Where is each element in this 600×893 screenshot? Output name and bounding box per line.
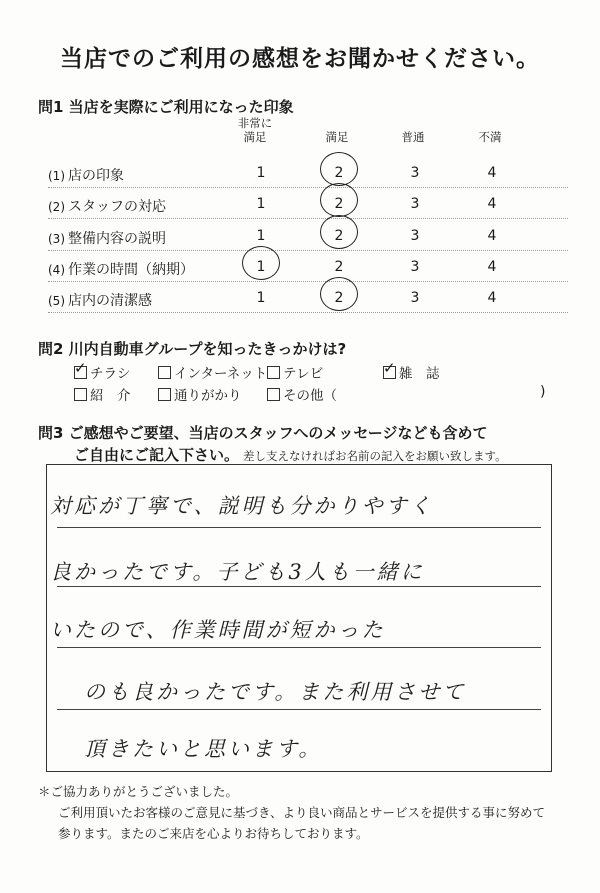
source-option-label: 通りがかり: [174, 388, 242, 404]
rating-option[interactable]: 1: [256, 259, 266, 275]
source-option[interactable]: [267, 362, 323, 382]
rating-row: [48, 189, 568, 219]
rating-row-text: 店の印象: [68, 168, 124, 184]
source-option-label: 雑 誌: [399, 366, 440, 382]
rating-row-number: (1): [48, 169, 65, 183]
selected-circle: [242, 246, 280, 280]
checkbox[interactable]: [74, 388, 87, 401]
rating-row-label: [48, 228, 166, 248]
rating-option[interactable]: 2: [334, 196, 344, 212]
footer-note-line-2: 参ります。またのご来店を心よりお待ちしております。: [58, 826, 369, 841]
question-3-subheading: [74, 444, 507, 465]
writing-line: [57, 586, 541, 587]
row-divider: [48, 281, 568, 282]
rating-option[interactable]: 1: [256, 165, 266, 181]
rating-option[interactable]: 3: [410, 290, 420, 306]
handwritten-line: 対応が丁寧で、説明も分かりやすく: [50, 494, 434, 518]
row-divider: [48, 187, 568, 188]
footer-thanks: ＊ご協力ありがとうございました。: [38, 784, 239, 799]
column-header-satisfied: 満足: [325, 130, 349, 144]
question-1-heading: 問1 当店を実際にご利用になった印象: [38, 98, 294, 116]
rating-option[interactable]: 3: [410, 259, 420, 275]
handwritten-line: 良かったです。子ども3人も一緒に: [50, 560, 425, 584]
question-2-heading: 問2 川内自動車グループを知ったきっかけは?: [38, 340, 347, 358]
rating-row-text: 作業の時間（納期）: [68, 262, 194, 278]
selected-circle: [320, 277, 358, 311]
checkbox-checked[interactable]: [383, 359, 396, 379]
rating-option[interactable]: 1: [256, 196, 266, 212]
rating-option[interactable]: 3: [410, 165, 420, 181]
source-option-label: 紹 介: [90, 388, 131, 404]
rating-option[interactable]: 1: [256, 228, 266, 244]
question-3-sub-main: ご自由にご記入下さい。: [74, 446, 240, 464]
source-option[interactable]: [74, 359, 131, 382]
rating-row-text: スタッフの対応: [68, 199, 166, 215]
rating-option[interactable]: 4: [487, 196, 497, 212]
rating-row-number: (4): [48, 263, 65, 277]
column-header-top: 非常に: [237, 116, 273, 130]
source-option-label: テレビ: [283, 366, 324, 382]
check-mark-icon: ✓: [74, 359, 87, 377]
rating-row-label: [48, 259, 194, 279]
question-3-heading: 問3 ご感想やご要望、当店のスタッフへのメッセージなども含めて: [38, 424, 488, 442]
other-paren-close: ): [540, 384, 546, 400]
rating-row-number: (3): [48, 232, 65, 246]
handwritten-line: のも良かったです。また利用させて: [84, 680, 467, 704]
rating-option[interactable]: 3: [410, 228, 420, 244]
row-divider: [48, 250, 568, 251]
source-option[interactable]: [383, 359, 440, 382]
column-header-very-satisfied: [220, 116, 290, 144]
question-3-sub-note: 差し支えなければお名前の記入をお願い致します。: [243, 449, 507, 463]
writing-line: [57, 709, 541, 710]
rating-option[interactable]: 2: [334, 165, 344, 181]
rating-option[interactable]: 4: [487, 290, 497, 306]
column-header-bottom: 満足: [243, 130, 267, 144]
column-header-neutral: 普通: [401, 130, 425, 144]
rating-option[interactable]: 4: [487, 259, 497, 275]
source-option-label: その他（: [283, 388, 337, 404]
footer-note-line-1: ご利用頂いたお客様のご意見に基づき、より良い商品とサービスを提供する事に努めて: [58, 805, 546, 820]
source-option[interactable]: [158, 384, 242, 404]
row-divider: [48, 312, 568, 313]
rating-row-text: 整備内容の説明: [68, 231, 166, 247]
rating-row-label: [48, 196, 166, 216]
rating-option[interactable]: 2: [334, 259, 344, 275]
source-option-label: インターネット: [174, 366, 268, 382]
checkbox[interactable]: [267, 388, 280, 401]
checkbox[interactable]: [267, 366, 280, 379]
page-title: 当店でのご利用の感想をお聞かせください。: [60, 46, 540, 72]
rating-row-label: [48, 290, 152, 310]
rating-option[interactable]: 3: [410, 196, 420, 212]
source-option[interactable]: [74, 384, 131, 404]
rating-option[interactable]: 4: [487, 228, 497, 244]
handwritten-line: 頂きたいと思います。: [84, 737, 323, 761]
rating-option[interactable]: 2: [334, 228, 344, 244]
selected-circle: [320, 183, 358, 217]
column-header-dissatisfied: 不満: [478, 130, 502, 144]
selected-circle: [320, 152, 358, 186]
writing-line: [57, 647, 541, 648]
rating-row: [48, 283, 568, 313]
source-option-label: チラシ: [90, 366, 131, 382]
checkbox-checked[interactable]: [74, 359, 87, 379]
checkbox[interactable]: [158, 366, 171, 379]
rating-row-number: (2): [48, 200, 65, 214]
rating-option[interactable]: 2: [334, 290, 344, 306]
rating-row: [48, 252, 568, 282]
handwritten-line: いたので、作業時間が短かった: [50, 618, 386, 642]
row-divider: [48, 218, 568, 219]
writing-line: [57, 527, 541, 528]
rating-row-number: (5): [48, 294, 65, 308]
checkbox[interactable]: [158, 388, 171, 401]
rating-row: [48, 221, 568, 251]
check-mark-icon: ✓: [383, 359, 396, 377]
rating-row-label: [48, 165, 124, 185]
rating-option[interactable]: 4: [487, 165, 497, 181]
rating-option[interactable]: 1: [256, 290, 266, 306]
source-option[interactable]: [267, 384, 337, 404]
selected-circle: [320, 215, 358, 249]
rating-row-text: 店内の清潔感: [68, 293, 152, 309]
source-option[interactable]: [158, 362, 267, 382]
rating-row: [48, 158, 568, 188]
